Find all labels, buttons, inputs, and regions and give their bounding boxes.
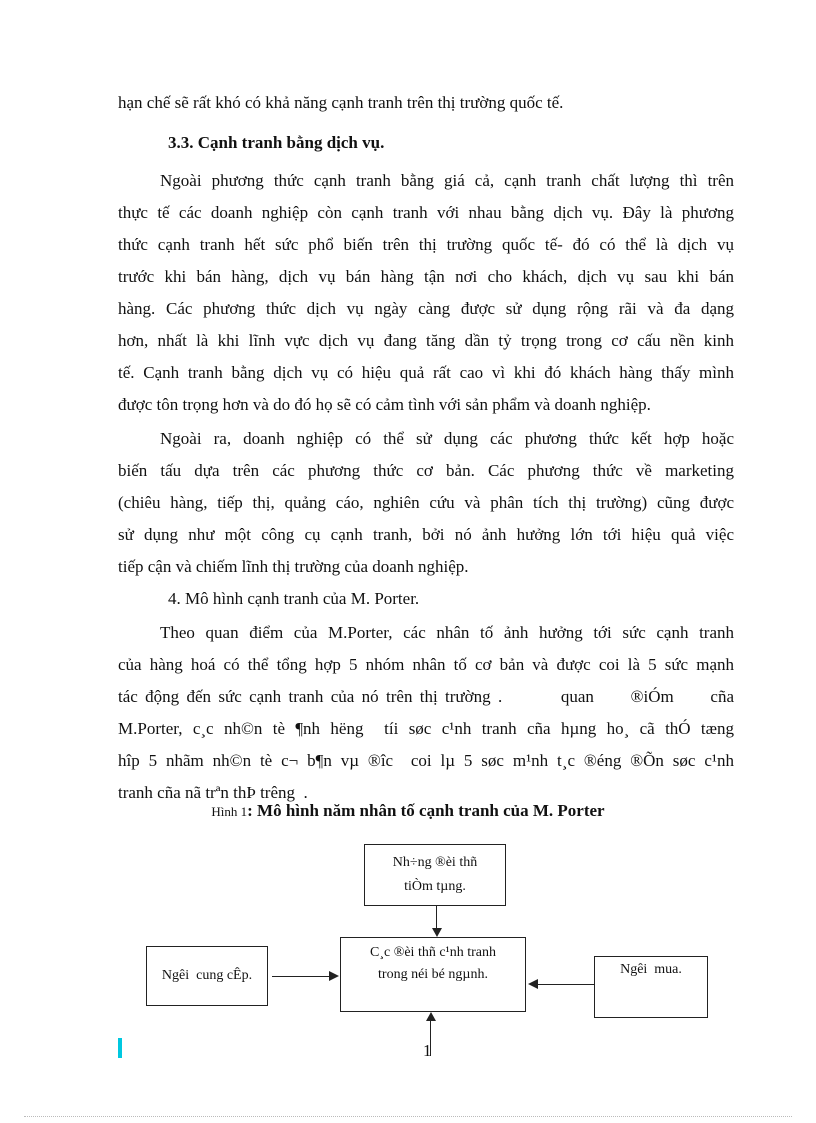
text-line: Ngoài ra, doanh nghiệp có thể sử dụng các phương thức kết hợp hoặc: [160, 429, 734, 448]
text-line: hơn, nhất là khi lĩnh vực dịch vụ đang tăng dần tỷ trọng trong cơ cấu nền kinh: [118, 331, 734, 350]
cursor-marker: [118, 1038, 122, 1058]
text-line: được tôn trọng hơn và do đó họ sẽ có cảm tình với sản phẩm và doanh nghiệp.: [118, 395, 651, 414]
figure-caption-prefix: Hình 1: [211, 804, 248, 819]
box-label-line: Nh÷ng ®èi thñ: [392, 855, 478, 870]
section-4-heading: 4. Mô hình cạnh tranh của M. Porter.: [168, 589, 420, 608]
box-buyers: Ngêi mua.: [594, 956, 708, 1018]
text-line: biến tấu dựa trên các phương thức cơ bản. Các phương thức về marketing: [118, 461, 734, 480]
text-line: Theo quan điểm của M.Porter, các nhân tố ảnh hưởng tới sức cạnh tranh: [160, 623, 734, 642]
text-line: thực tế các doanh nghiệp còn cạnh tranh với nhau bằng dịch vụ. Đây là phương: [118, 203, 734, 222]
text-line: M.Porter, c¸c nh©n tè ¶nh hëng tíi søc c¹nh tranh cña hµng ho¸ cã thÓ tæng: [118, 719, 734, 738]
text-line: tiếp cận và chiếm lĩnh thị trường của doanh nghiệp.: [118, 557, 469, 576]
box-suppliers: Ngêi cung cÊp.: [146, 946, 268, 1006]
text-line: thức cạnh tranh hết sức phổ biến trên thị trường quốc tế- đó có thể là dịch vụ: [118, 235, 734, 254]
figure-caption-text: : Mô hình năm nhân tố cạnh tranh của M. Porter: [247, 801, 605, 820]
arrow-right-head: [329, 971, 339, 981]
text-line: của hàng hoá có thể tổng hợp 5 nhóm nhân tố cơ bản và được coi là 5 sức mạnh: [118, 655, 734, 674]
arrow-top-line: [436, 906, 437, 930]
arrow-down-head: [432, 928, 442, 937]
arrow-right-line: [537, 984, 594, 985]
page-bottom-border: [24, 1116, 792, 1117]
text-line: trước khi bán hàng, dịch vụ bán hàng tận nơi cho khách, dịch vụ sau khi bán: [118, 267, 734, 286]
box-label-line: trong néi bé ngµnh.: [378, 967, 488, 982]
text-line: Ngoài phương thức cạnh tranh bằng giá cả, cạnh tranh chất lượng thì trên: [160, 171, 734, 190]
text-line: tế. Cạnh tranh bằng dịch vụ có hiệu quả rất cao vì khi đó khách hàng thấy mình: [118, 363, 734, 382]
figure-caption: [0, 800, 816, 823]
text-line: tranh cña nã trªn thÞ trêng .: [118, 783, 308, 802]
intro-line: hạn chế sẽ rất khó có khả năng cạnh tranh trên thị trường quốc tế.: [118, 93, 564, 112]
arrow-left-line: [272, 976, 330, 977]
box-label-line: C¸c ®èi thñ c¹nh tranh: [369, 945, 497, 960]
text-line: tác động đến sức cạnh tranh của nó trên thị trường . quan ®iÓm cña: [118, 687, 734, 706]
box-potential-entrants: [364, 844, 506, 906]
text-line: sử dụng như một công cụ cạnh tranh, bởi nó ảnh hưởng lớn tới hiệu quả việc: [118, 525, 734, 544]
text-line: hîp 5 nhãm nh©n tè c¬ b¶n vµ ®îc coi lµ 5 søc m¹nh t¸c ®éng ®Õn søc c¹nh: [118, 751, 734, 770]
text-line: (chiêu hàng, tiếp thị, quảng cáo, nghiên cứu và phân tích thị trường) cũng được: [118, 493, 734, 512]
page-number: 1: [423, 1041, 432, 1060]
section-3-3-heading: 3.3. Cạnh tranh bằng dịch vụ.: [168, 133, 385, 152]
text-line: hàng. Các phương thức dịch vụ ngày càng được sử dụng rộng rãi và đa dạng: [118, 299, 734, 318]
arrow-left-head: [528, 979, 538, 989]
box-label-line: tiÒm tµng.: [404, 879, 466, 894]
box-industry-rivals: [340, 937, 526, 1012]
arrow-up-head: [426, 1012, 436, 1021]
